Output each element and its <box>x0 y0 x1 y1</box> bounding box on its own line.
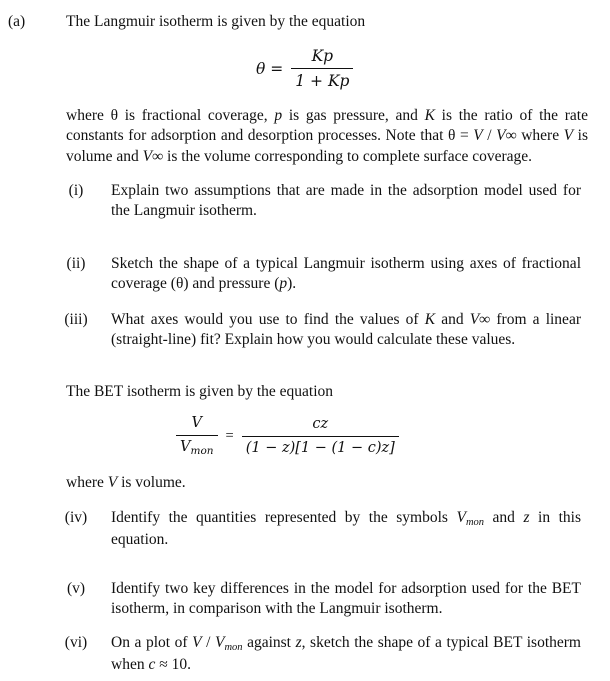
item-iii-text-part: from a linear (straight-line) fit? Explain how you would calculate these values. <box>111 311 581 349</box>
bet-intro: The BET isotherm is given by the equation <box>66 383 334 400</box>
bet-desc-symbol-v: V <box>107 474 118 491</box>
bet-desc-text: where <box>66 474 108 491</box>
item-iii-text <box>111 310 581 351</box>
item-vi-symbol-c: c <box>148 655 156 673</box>
bet-rhs-denominator: (1 − z)[1 − (1 − c)z] <box>242 436 399 458</box>
desc-symbol-v: V <box>473 127 483 145</box>
part-label: (a) <box>8 13 26 30</box>
item-iii-symbol-k: K <box>424 311 436 328</box>
item-v-text: Identify two key differences in the model for adsorption used for the BET isotherm, in comparison with the Langmuir isotherm. <box>111 580 581 618</box>
bet-lhs-den-v: V <box>180 439 191 456</box>
desc-symbol-vinf: V∞ <box>496 127 517 145</box>
desc-symbol-v: V <box>563 127 574 145</box>
bet-rhs-numerator: cz <box>312 415 329 432</box>
item-vi-symbol-mon: mon <box>224 642 243 653</box>
item-iii-text-part: and <box>435 311 470 328</box>
item-iv-number: (iv) <box>64 509 88 526</box>
langmuir-equation <box>256 46 353 92</box>
item-vi-text-part: / <box>201 634 215 651</box>
item-iv-symbol-v: V <box>456 509 466 526</box>
item-vi-text-part: against <box>242 634 296 651</box>
item-ii-text-part: Sketch the shape of a typical Langmuir isotherm using axes of fractional coverage (θ) and pressure ( <box>111 255 581 293</box>
desc-symbol-p: p <box>274 107 283 124</box>
bet-lhs-den-sub: mon <box>190 445 214 458</box>
desc-text: where θ is fractional coverage, <box>66 107 275 124</box>
item-iii-number: (iii) <box>64 311 88 328</box>
bet-lhs-fraction <box>176 414 218 459</box>
bet-equation <box>176 414 399 459</box>
desc-text: is volume and <box>66 127 589 165</box>
item-ii-symbol-p: p <box>279 275 288 293</box>
desc-symbol-vinf: V∞ <box>142 147 164 165</box>
item-vi-text-part: ≈ 10. <box>155 655 191 673</box>
item-iv-symbol-mon: mon <box>465 517 485 528</box>
bet-equals: = <box>225 427 234 444</box>
bet-desc-text: is volume. <box>117 474 186 491</box>
bet-rhs-fraction <box>242 415 399 458</box>
bet-lhs-numerator: V <box>191 415 202 431</box>
item-iv-text-part: and <box>484 509 524 526</box>
desc-text: is the volume corresponding to complete surface coverage. <box>163 147 533 165</box>
item-ii-text-part: ). <box>287 275 297 293</box>
desc-text: where <box>516 127 564 145</box>
item-vi-symbol-v: V <box>192 634 202 651</box>
langmuir-description <box>66 106 588 167</box>
desc-text: is the ratio of the rate constants for adsorption and desorption processes. Note that θ = <box>66 107 588 145</box>
langmuir-denominator: 1 + Kp <box>291 68 353 91</box>
item-vi-text-part: , sketch the shape of a typical BET isotherm when <box>111 634 581 673</box>
item-iv-text-part: Identify the quantities represented by the symbols <box>111 509 457 526</box>
item-iii-text-part: What axes would you use to find the values of <box>111 311 425 328</box>
item-v-number: (v) <box>66 580 86 597</box>
item-iii-symbol-vinf: V∞ <box>469 311 491 328</box>
langmuir-intro: The Langmuir isotherm is given by the equation <box>66 13 366 30</box>
desc-text: / <box>482 127 497 145</box>
langmuir-numerator: Kp <box>311 47 334 65</box>
desc-text: is gas pressure, and <box>282 107 425 124</box>
item-ii-text <box>111 254 581 295</box>
item-i-number: (i) <box>68 182 84 199</box>
desc-symbol-k: K <box>424 107 435 124</box>
item-vi-text-part: On a plot of <box>111 634 193 651</box>
item-ii-number: (ii) <box>66 255 86 272</box>
item-iv-text-part: in this equation. <box>111 509 582 548</box>
item-i-text: Explain two assumptions that are made in the adsorption model used for the Langmuir isotherm. <box>111 182 581 220</box>
langmuir-equation-lhs: θ = <box>256 59 284 78</box>
langmuir-fraction <box>291 46 353 92</box>
item-vi-symbol-v: V <box>214 634 225 651</box>
item-iv-text <box>111 508 581 550</box>
bet-lhs-denominator <box>176 435 218 459</box>
item-vi-text <box>111 633 581 675</box>
item-iv-symbol-z: z <box>523 509 530 526</box>
item-vi-symbol-z: z <box>295 634 302 651</box>
item-vi-number: (vi) <box>64 634 88 651</box>
bet-description <box>66 473 588 493</box>
